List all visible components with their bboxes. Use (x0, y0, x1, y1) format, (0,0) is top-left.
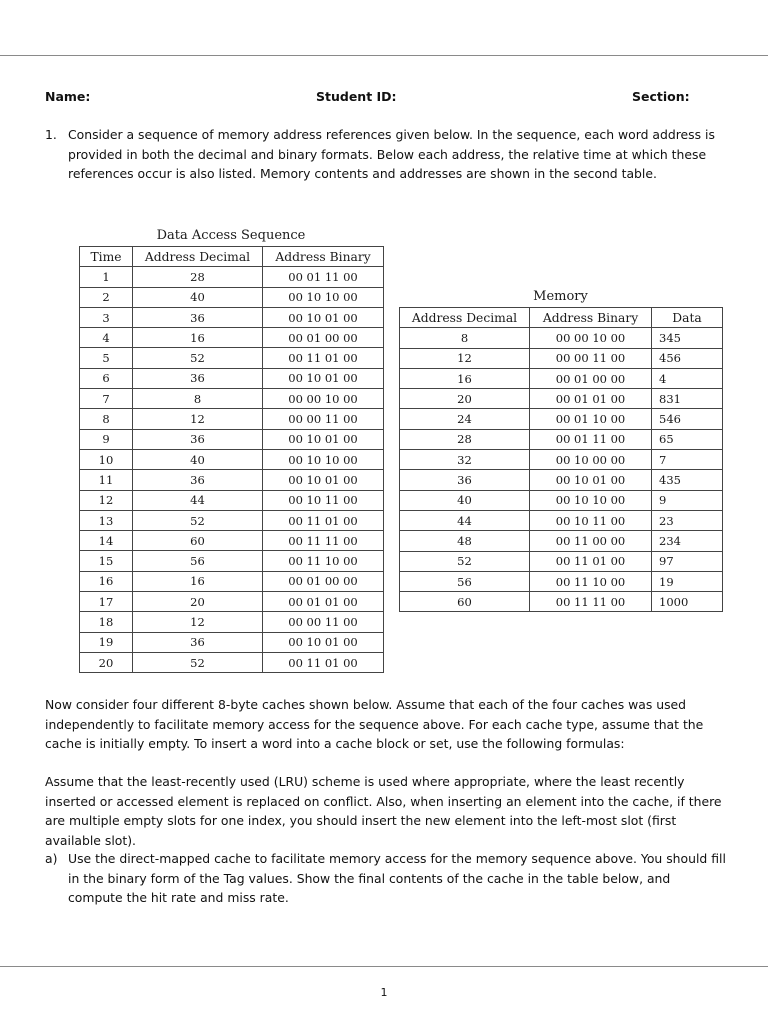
memory-table-cell: 19 (652, 571, 723, 591)
sequence-table-cell: 00 01 00 00 (263, 571, 384, 591)
sequence-table-cell: 12 (133, 612, 263, 632)
sequence-table-cell: 00 00 10 00 (263, 389, 384, 409)
sequence-table-row (80, 592, 384, 612)
top-rule (0, 55, 768, 56)
memory-table-cell: 00 10 01 00 (530, 470, 652, 490)
memory-table-row (400, 490, 723, 510)
sequence-table-cell: 00 00 11 00 (263, 409, 384, 429)
memory-table-row (400, 328, 723, 348)
memory-table-row (400, 571, 723, 591)
sequence-table-header (80, 247, 384, 267)
sequence-table-cell: 5 (80, 348, 133, 368)
sequence-table-cell: 44 (133, 490, 263, 510)
sequence-table-cell: 7 (80, 389, 133, 409)
question-number: 1. (45, 127, 57, 142)
sequence-table (79, 246, 384, 673)
sequence-table-cell: 36 (133, 632, 263, 652)
part-a-text: Use the direct-mapped cache to facilitate memory access for the memory sequence above. You should fill in the binary form of the Tag values. Show the final contents of the cache in the table below, and compute the hit rate and miss rate. (68, 851, 726, 905)
memory-table-cell: 8 (400, 328, 530, 348)
sequence-table-row (80, 449, 384, 469)
sequence-table-column-header: Time (80, 247, 133, 267)
memory-table-row (400, 450, 723, 470)
memory-table-cell: 546 (652, 409, 723, 429)
sequence-table-row (80, 612, 384, 632)
caches-intro-paragraph: Now consider four different 8-byte caches shown below. Assume that each of the four caches was used independently to facilitate memory access for the sequence above. For each cache type, assume that the cache is initially empty. To insert a word into a cache block or set, use the following formulas: (45, 697, 704, 751)
sequence-table-cell: 00 11 01 00 (263, 348, 384, 368)
memory-table-cell: 435 (652, 470, 723, 490)
memory-table-cell: 36 (400, 470, 530, 490)
sequence-table-cell: 19 (80, 632, 133, 652)
sequence-table-row (80, 307, 384, 327)
memory-table-cell: 9 (652, 490, 723, 510)
sequence-table-row (80, 490, 384, 510)
sequence-table-cell: 3 (80, 307, 133, 327)
sequence-table-row (80, 632, 384, 652)
memory-table-cell: 1000 (652, 592, 723, 612)
memory-table-cell: 00 01 01 00 (530, 389, 652, 409)
sequence-table-cell: 12 (133, 409, 263, 429)
sequence-table-cell: 6 (80, 368, 133, 388)
memory-table-row (400, 348, 723, 368)
sequence-table-cell: 00 10 01 00 (263, 368, 384, 388)
memory-table-cell: 00 01 00 00 (530, 368, 652, 388)
sequence-table-row (80, 531, 384, 551)
section-label: Section: (632, 89, 690, 104)
memory-table-cell: 00 01 10 00 (530, 409, 652, 429)
sequence-table-cell: 52 (133, 652, 263, 672)
bottom-rule (0, 966, 768, 967)
sequence-table-row (80, 368, 384, 388)
memory-table-cell: 00 11 00 00 (530, 531, 652, 551)
sequence-table-cell: 10 (80, 449, 133, 469)
sequence-table-cell: 2 (80, 287, 133, 307)
sequence-table-cell: 18 (80, 612, 133, 632)
sequence-table-row (80, 551, 384, 571)
memory-table-caption: Memory (533, 289, 588, 304)
sequence-table-cell: 00 01 11 00 (263, 267, 384, 287)
memory-table-cell: 40 (400, 490, 530, 510)
memory-table-row (400, 531, 723, 551)
sequence-table-cell: 00 10 01 00 (263, 307, 384, 327)
memory-table-cell: 23 (652, 510, 723, 530)
memory-table-row (400, 551, 723, 571)
memory-table-cell: 7 (652, 450, 723, 470)
sequence-table-cell: 36 (133, 429, 263, 449)
sequence-table-row (80, 571, 384, 591)
memory-table-cell: 00 10 11 00 (530, 510, 652, 530)
sequence-table-cell: 00 10 01 00 (263, 470, 384, 490)
memory-table-cell: 44 (400, 510, 530, 530)
sequence-table-row (80, 287, 384, 307)
sequence-table-cell: 40 (133, 449, 263, 469)
sequence-table-cell: 4 (80, 328, 133, 348)
memory-table-column-header: Data (652, 308, 723, 328)
page-number: 1 (380, 986, 388, 999)
sequence-table-row (80, 348, 384, 368)
sequence-table-cell: 52 (133, 510, 263, 530)
sequence-table-cell: 00 10 10 00 (263, 287, 384, 307)
sequence-table-cell: 12 (80, 490, 133, 510)
sequence-table-cell: 16 (80, 571, 133, 591)
memory-table-row (400, 409, 723, 429)
sequence-table-cell: 36 (133, 307, 263, 327)
memory-table-cell: 00 11 10 00 (530, 571, 652, 591)
sequence-table-column-header: Address Decimal (133, 247, 263, 267)
lru-note-paragraph: Assume that the least-recently used (LRU) scheme is used where appropriate, where the least recently inserted or accessed element is replaced on conflict. Also, when inserting an element into the cache, if there are multiple empty slots for one index, you should insert the new element into the left-most slot (first available slot). (45, 774, 722, 848)
sequence-table-row (80, 267, 384, 287)
sequence-table-cell: 20 (133, 592, 263, 612)
memory-table-row (400, 592, 723, 612)
sequence-table-column-header: Address Binary (263, 247, 384, 267)
memory-table-cell: 4 (652, 368, 723, 388)
memory-table-header (400, 308, 723, 328)
sequence-table-cell: 00 11 01 00 (263, 510, 384, 530)
sequence-table-cell: 8 (80, 409, 133, 429)
memory-table-cell: 00 00 11 00 (530, 348, 652, 368)
sequence-table-cell: 16 (133, 571, 263, 591)
memory-table-cell: 345 (652, 328, 723, 348)
memory-table-cell: 456 (652, 348, 723, 368)
sequence-table-cell: 9 (80, 429, 133, 449)
sequence-table-row (80, 409, 384, 429)
sequence-table-row (80, 389, 384, 409)
memory-table-cell: 48 (400, 531, 530, 551)
memory-table-cell: 24 (400, 409, 530, 429)
sequence-table-cell: 00 10 10 00 (263, 449, 384, 469)
sequence-table-cell: 00 10 11 00 (263, 490, 384, 510)
memory-table-row (400, 470, 723, 490)
memory-table-cell: 00 10 00 00 (530, 450, 652, 470)
sequence-table-caption: Data Access Sequence (156, 228, 306, 243)
student-id-label: Student ID: (316, 89, 397, 104)
sequence-table-cell: 17 (80, 592, 133, 612)
memory-table-cell: 52 (400, 551, 530, 571)
sequence-table-cell: 00 10 01 00 (263, 632, 384, 652)
sequence-table-cell: 00 00 11 00 (263, 612, 384, 632)
memory-table-cell: 00 01 11 00 (530, 429, 652, 449)
sequence-table-cell: 40 (133, 287, 263, 307)
sequence-table-cell: 00 01 01 00 (263, 592, 384, 612)
memory-table (399, 307, 723, 612)
sequence-table-cell: 60 (133, 531, 263, 551)
memory-table-row (400, 368, 723, 388)
sequence-table-cell: 28 (133, 267, 263, 287)
memory-table-column-header: Address Binary (530, 308, 652, 328)
sequence-table-cell: 15 (80, 551, 133, 571)
sequence-table-cell: 00 11 01 00 (263, 652, 384, 672)
memory-table-cell: 20 (400, 389, 530, 409)
memory-table-cell: 97 (652, 551, 723, 571)
memory-table-cell: 56 (400, 571, 530, 591)
memory-table-cell: 00 00 10 00 (530, 328, 652, 348)
sequence-table-cell: 8 (133, 389, 263, 409)
sequence-table-cell: 13 (80, 510, 133, 530)
sequence-table-row (80, 510, 384, 530)
sequence-table-cell: 00 11 10 00 (263, 551, 384, 571)
memory-table-cell: 831 (652, 389, 723, 409)
sequence-table-cell: 36 (133, 470, 263, 490)
sequence-table-cell: 20 (80, 652, 133, 672)
sequence-table-cell: 36 (133, 368, 263, 388)
sequence-table-cell: 56 (133, 551, 263, 571)
sequence-table-cell: 52 (133, 348, 263, 368)
memory-table-cell: 234 (652, 531, 723, 551)
memory-table-cell: 16 (400, 368, 530, 388)
memory-table-cell: 32 (400, 450, 530, 470)
sequence-table-cell: 14 (80, 531, 133, 551)
memory-table-cell: 00 10 10 00 (530, 490, 652, 510)
sequence-table-cell: 00 10 01 00 (263, 429, 384, 449)
sequence-table-row (80, 429, 384, 449)
memory-table-row (400, 510, 723, 530)
memory-table-cell: 12 (400, 348, 530, 368)
memory-table-row (400, 389, 723, 409)
sequence-table-cell: 00 11 11 00 (263, 531, 384, 551)
sequence-table-row (80, 328, 384, 348)
sequence-table-cell: 16 (133, 328, 263, 348)
question-text: Consider a sequence of memory address references given below. In the sequence, each word address is provided in both the decimal and binary formats. Below each address, the relative time at which these references occur is also listed. Memory contents and addresses are shown in the second table. (68, 127, 715, 181)
sequence-table-cell: 1 (80, 267, 133, 287)
sequence-table-cell: 00 01 00 00 (263, 328, 384, 348)
memory-table-column-header: Address Decimal (400, 308, 530, 328)
memory-table-row (400, 429, 723, 449)
name-label: Name: (45, 89, 91, 104)
memory-table-cell: 65 (652, 429, 723, 449)
memory-table-cell: 00 11 01 00 (530, 551, 652, 571)
sequence-table-row (80, 470, 384, 490)
sequence-table-cell: 11 (80, 470, 133, 490)
memory-table-cell: 28 (400, 429, 530, 449)
part-a-label: a) (45, 851, 58, 866)
sequence-table-row (80, 652, 384, 672)
memory-table-cell: 60 (400, 592, 530, 612)
memory-table-cell: 00 11 11 00 (530, 592, 652, 612)
